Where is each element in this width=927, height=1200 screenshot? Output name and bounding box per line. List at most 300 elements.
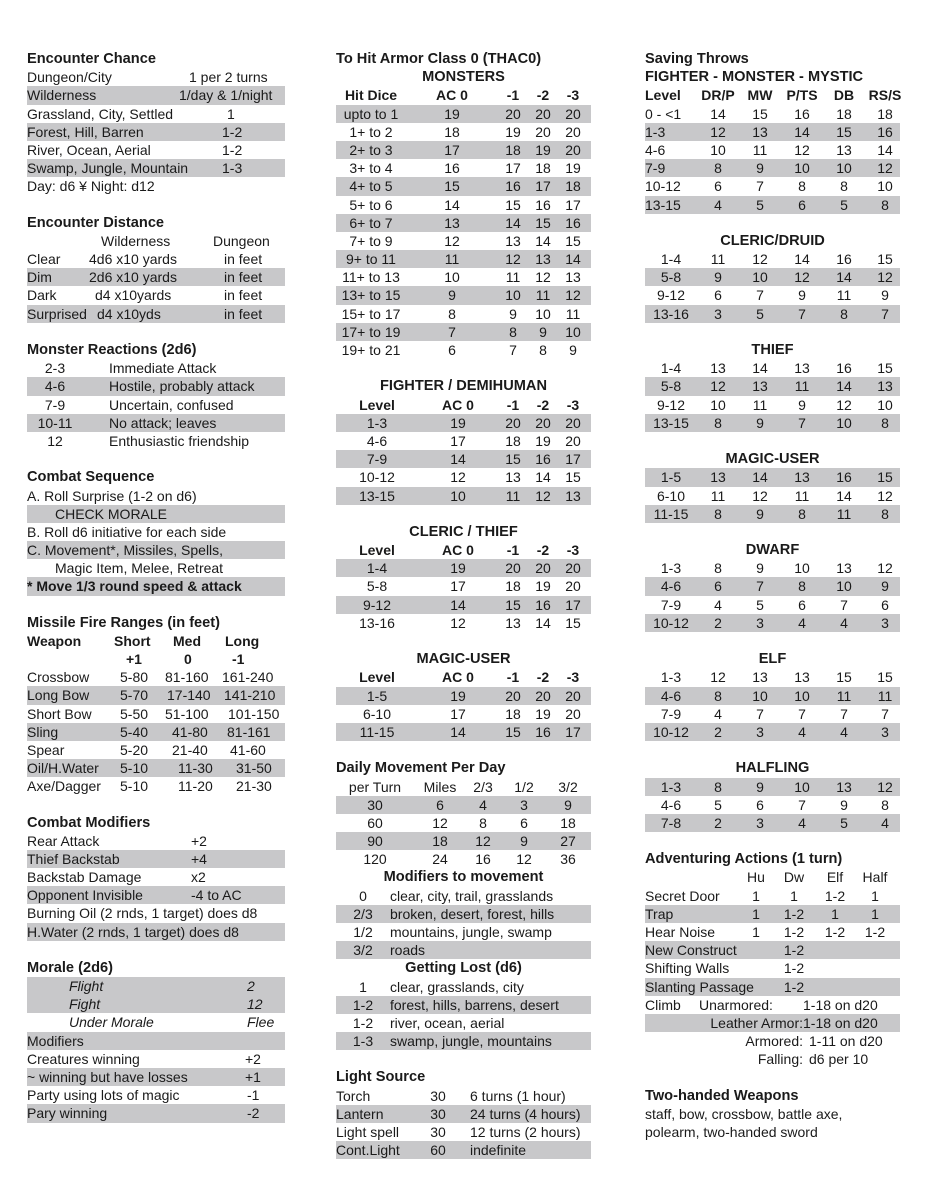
table-cell: 20 [505,105,521,122]
table-cell: 16 [535,451,551,468]
table-row: Dim 2d6 x10 yards in feet [27,268,285,286]
table-row: Thief Backstab +4 [27,850,285,868]
saves-thief-table [645,359,900,432]
table-cell: 19 [565,160,581,177]
table-row [645,668,900,686]
table-cell: 4 [840,614,848,631]
table-cell: upto to 1 [343,105,399,122]
table-subtitle: MAGIC-USER [725,451,820,468]
table-cell: 15 [505,596,521,613]
saves-thief-section [645,341,900,432]
table-cell: 12 [444,232,460,249]
table-cell: 11 [535,287,551,304]
table-cell [739,978,773,996]
table-cell: 6+ to 7 [349,214,393,231]
table-cell: 10 [794,560,810,577]
table-cell: 12 [752,251,768,268]
saves-halfling-section [645,759,900,832]
table-cell: 8 [714,778,722,795]
table-cell: 14 [450,723,466,740]
table-cell [739,959,773,977]
table-cell: 1 [752,905,760,922]
section-title: Combat Modifiers [27,814,151,831]
table-cell: 11 [752,396,768,413]
table-row [336,1014,591,1032]
combat-sequence-section [27,468,285,595]
saves-elf-section [645,650,900,741]
modifiers-label: Modifiers [27,1032,285,1050]
section-title: Saving Throws [645,51,749,67]
table-cell: 13 [535,251,551,268]
table-row [645,487,900,505]
adventuring-section [645,850,900,1068]
table-subtitle: ELF [758,651,787,668]
table-row [336,105,591,123]
table-cell: 12 [877,487,893,504]
daily-movement-section [336,759,591,1050]
saves-dwarf-table [645,559,900,632]
table-cell: 4 [714,596,722,613]
table-cell: 2/3 [353,905,373,922]
table-row [336,723,591,741]
table-cell: 9 [509,305,517,322]
table-row: Dark d4 x10yards in feet [27,287,263,304]
table-cell: 7 [840,596,848,613]
table-cell: 5 [756,596,764,613]
table-cell: 6-10 [362,705,392,722]
table-cell: 16 [535,596,551,613]
table-cell: 1-4 [366,560,388,577]
table-cell: 15 [836,123,852,140]
table-cell: 4-6 [366,432,388,449]
table-cell: Torch [336,1087,371,1104]
combat-modifiers-section [27,814,285,941]
table-cell: 9 [564,796,572,813]
table-row [336,1105,591,1123]
table-row [645,250,900,268]
table-row: Flight 2 [27,977,285,995]
table-subtitle: THIEF [751,342,794,358]
table-header: Weapon Short Med Long [27,632,260,649]
table-cell: 12 [505,251,521,268]
table-cell: 13 [836,560,852,577]
table-cell: 7 [798,414,806,431]
table-cell: 19 [450,414,466,431]
saves-magic-section [645,450,900,523]
thac0-section [336,50,591,359]
section-title: Adventuring Actions (1 turn) [645,851,843,868]
table-cell: 10-12 [653,723,689,740]
table-cell: 18 [505,578,521,595]
table-row [645,814,900,832]
table-cell: 8 [798,505,806,522]
table-cell: 1-5 [366,687,388,704]
table-cell: 7 [798,796,806,813]
table-cell: 5-8 [366,578,388,595]
table-cell: 14 [877,141,893,158]
table-cell: 4 [714,705,722,722]
table-row: Dungeon/City 1 per 2 turns [27,69,268,86]
table-cell: 1-2 [352,1014,374,1031]
table-cell: 5-8 [660,269,682,286]
table-cell: 16 [877,123,893,140]
table-cell: 10 [450,487,466,504]
table-row [336,996,591,1014]
table-row [645,377,900,395]
table-row: Opponent Invisible -4 to AC [27,886,285,904]
table-cell: 13 [836,141,852,158]
table-cell: 7 [840,705,848,722]
table-cell: 7 [448,323,456,340]
table-cell: 17 [450,705,466,722]
table-cell: 14 [450,596,466,613]
saves-dwarf-section [645,541,900,632]
table-row: Climb Unarmored: 1-18 on d20 [645,996,878,1013]
table-cell: 11 [444,251,460,268]
table-row: 4-6 Hostile, probably attack [27,377,285,395]
table-cell: 15 [535,214,551,231]
table-cell: 6 [756,796,764,813]
table-cell: 3 [520,796,528,813]
table-cell: 36 [560,851,576,868]
table-cell: 14 [752,469,768,486]
table-row [336,214,591,232]
table-cell: 7 [756,578,764,595]
table-row [336,614,591,632]
table-cell: 14 [836,378,852,395]
table-cell: 13 [794,469,810,486]
table-cell: 1-5 [660,469,682,486]
table-cell: 15 [565,614,581,631]
table-cell: 18 [565,178,581,195]
table-row: 2-3 Immediate Attack [44,360,217,377]
table-cell: 13 [794,669,810,686]
table-cell: 12 [475,833,491,850]
table-cell: 1-4 [660,360,682,377]
table-cell: 8 [714,687,722,704]
table-cell: 15 [877,669,893,686]
table-cell: 1-2 [783,978,805,995]
movement-modifiers-table [336,887,591,960]
table-row [645,614,900,632]
table-cell: 12 [794,141,810,158]
table-cell: 10-12 [645,178,681,195]
table-cell: 3 [756,723,764,740]
table-cell: 9 [569,342,577,358]
table-cell: 15 [877,251,893,268]
table-cell: 4+ to 5 [349,178,393,195]
table-cell: 8 [881,196,889,213]
table-row [645,141,900,159]
table-cell: 1 [359,978,367,995]
table-cell [815,959,855,977]
table-cell: broken, desert, forest, hills [390,905,555,922]
table-row: Clear 4d6 x10 yards in feet [27,251,263,268]
table-row [645,123,900,141]
table-cell: 12 [710,669,726,686]
light-source-table [336,1087,591,1160]
table-cell: 13 [505,469,521,486]
table-cell: 12 [877,160,893,177]
table-cell: 10 [710,396,726,413]
table-cell: 11 [505,487,521,504]
table-cell: 9 [756,414,764,431]
table-row [336,250,591,268]
table-row [645,796,900,814]
table-cell: 10 [877,178,893,195]
table-cell: 14 [535,232,551,249]
table-cell: 12 [535,269,551,286]
list-item: Burning Oil (2 rnds, 1 target) does d8 [27,905,258,922]
table-row [336,1141,591,1159]
table-cell: 3/2 [353,942,373,959]
table-cell: 10 [444,269,460,286]
table-cell: 9 [756,505,764,522]
table-cell: 13 [565,487,581,504]
table-cell: 7 [798,705,806,722]
table-header: Level AC 0 -1 -2 -3 [359,396,580,413]
table-row [645,887,900,905]
table-row [645,177,900,195]
morale-section [27,959,285,1123]
table-row: Grassland, City, Settled 1 [27,105,235,122]
table-cell: 11 [710,251,726,268]
table-cell: 12 [877,778,893,795]
table-cell: 10 [877,396,893,413]
table-cell: 10 [535,305,551,322]
missile-fire-section [27,614,285,796]
table-cell: 15 [444,178,460,195]
table-cell: 30 [430,1087,446,1104]
saves-cleric-section [645,232,900,323]
table-cell: 14 [752,360,768,377]
saving-throws-section [645,50,900,214]
table-row: Oil/H.Water 5-10 11-30 31-50 [27,759,285,777]
table-cell: 7-9 [660,596,682,613]
table-cell: 16 [565,214,581,231]
table-cell: 7-9 [645,160,666,177]
table-cell: 12 [836,396,852,413]
table-cell: 9 [798,396,806,413]
table-cell: 8 [448,305,456,322]
table-cell: 4 [714,196,722,213]
table-cell: 10 [710,141,726,158]
table-row [336,978,591,996]
table-cell: 14 [450,451,466,468]
table-row [645,959,900,977]
table-cell: 9-12 [362,596,392,613]
table-cell: 19 [535,578,551,595]
table-row [336,941,591,959]
table-cell: 3 [756,614,764,631]
table-cell: 4-6 [660,578,682,595]
table-cell: 20 [565,141,581,158]
section-title: Morale (2d6) [27,959,113,976]
table-cell: 6 [436,796,444,813]
table-cell [855,978,895,996]
table-cell: 30 [430,1105,446,1122]
table-row [645,596,900,614]
table-cell: 1-3 [366,414,388,431]
table-cell: 13 [505,614,521,631]
table-subtitle: FIGHTER - MONSTER - MYSTIC [645,69,864,86]
table-cell: 13 [505,232,521,249]
table-row [645,505,900,523]
table-cell: 2 [714,723,722,740]
column-middle [336,50,591,1159]
table-cell: 9 [756,560,764,577]
table-cell: 11 [565,305,581,322]
table-cell: 4 [798,614,806,631]
table-cell: 4 [881,814,889,831]
table-cell: 7 [881,305,889,322]
table-cell: Slanting Passage [645,978,754,995]
table-cell: indefinite [470,1142,527,1159]
table-cell: clear, city, trail, grasslands [390,887,554,904]
table-cell: 20 [565,705,581,722]
table-cell: 13-15 [653,414,689,431]
table-header: Level AC 0 -1 -2 -3 [359,542,580,559]
table-cell: 6 [798,596,806,613]
table-row: Party using lots of magic -1 [27,1087,260,1104]
table-cell: 16 [444,160,460,177]
table-cell: 6 [714,178,722,195]
getting-lost-table [336,978,591,1051]
table-cell: 10 [505,287,521,304]
table-cell: 2+ to 3 [349,141,393,158]
table-cell: 17 [565,196,581,213]
table-cell: 18 [560,814,576,831]
list-item: Magic Item, Melee, Retreat [55,560,224,577]
table-cell: 13 [752,669,768,686]
table-row [645,159,900,177]
table-cell: 15 [836,669,852,686]
table-row: Rear Attack +2 [27,832,207,849]
table-cell: 1+ to 2 [349,123,393,140]
table-cell: 17 [505,160,521,177]
table-row [336,850,591,868]
table-cell: 12 [565,287,581,304]
section-title: Combat Sequence [27,469,155,486]
table-cell: 20 [565,414,581,431]
table-row [336,232,591,250]
table-cell: 16 [794,105,810,122]
table-cell: 13-16 [359,614,395,631]
table-cell: mountains, jungle, swamp [390,924,552,940]
table-cell: 12 turns (2 hours) [470,1123,581,1140]
table-cell: 14 [535,614,551,631]
table-cell: 12 [450,469,466,486]
table-cell: 12 [535,487,551,504]
table-cell: 7 [798,305,806,322]
table-cell: 8 [714,505,722,522]
table-cell: 13 [710,360,726,377]
table-row: River, Ocean, Aerial 1-2 [27,141,243,158]
table-cell: 4 [798,814,806,831]
table-cell: 17 [444,141,460,158]
table-row [645,705,900,723]
table-row [336,923,591,941]
table-cell: 9+ to 11 [346,251,396,268]
table-row: Pary winning -2 [27,1104,285,1122]
table-cell: 20 [565,687,581,704]
table-cell: 9 [539,323,547,340]
table-cell: 1-3 [660,560,682,577]
table-header: Level DR/P MW P/TS DB RS/S [645,87,902,104]
table-row: Axe/Dagger 5-10 11-20 21-30 [27,778,272,795]
table-row [645,687,900,705]
table-cell: 10 [836,414,852,431]
table-cell: 16 [535,196,551,213]
column-right [645,50,900,1141]
table-row [336,468,591,486]
table-cell: 19 [535,141,551,158]
table-cell: Cont.Light [336,1142,400,1159]
table-cell: 15+ to 17 [341,305,401,322]
table-cell: 13 [444,214,460,231]
table-cell: 30 [367,796,383,813]
list-item: polearm, two-handed sword [645,1124,818,1141]
table-cell: 20 [505,414,521,431]
table-row: Under Morale Flee [69,1014,275,1031]
thac0-fighter-section [336,377,591,504]
table-cell: 9-12 [656,287,686,304]
section-title: Missile Fire Ranges (in feet) [27,614,221,631]
table-cell: 8 [539,342,547,358]
table-cell: 3 [714,305,722,322]
table-cell: 10-12 [359,469,395,486]
table-row [645,359,900,377]
table-cell: 14 [794,251,810,268]
table-cell: 1-2 [352,996,374,1013]
table-cell: 20 [565,578,581,595]
table-cell: 13 [565,269,581,286]
table-row [645,414,900,432]
table-cell: 1-4 [660,251,682,268]
table-cell: 7 [756,705,764,722]
table-cell: 13-16 [653,305,689,322]
table-cell: 14 [710,105,726,122]
table-cell: 18 [877,105,893,122]
table-cell: 2 [714,814,722,831]
table-cell: 11 [794,487,810,504]
table-row: Falling: d6 per 10 [757,1051,869,1068]
table-cell: 3 [756,814,764,831]
table-cell: 17 [565,723,581,740]
table-cell: 14 [565,251,581,268]
table-cell: Trap [645,905,674,922]
table-cell: 7-9 [366,451,388,468]
table-row [645,941,900,959]
table-row [336,432,591,450]
table-row [336,487,591,505]
table-cell: 5 [840,814,848,831]
table-cell: 7 [881,705,889,722]
table-subtitle: Modifiers to movement [383,869,544,886]
table-cell: 10 [836,578,852,595]
table-cell: 20 [535,560,551,577]
table-cell: 15 [565,232,581,249]
table-row [336,705,591,723]
table-cell: 4-6 [645,141,666,158]
table-cell: 6 [798,196,806,213]
table-row [336,596,591,614]
saves-magic-table [645,468,900,523]
table-row [645,978,900,996]
table-cell: 4-6 [660,796,682,813]
table-cell: 20 [565,123,581,140]
table-row [336,177,591,195]
